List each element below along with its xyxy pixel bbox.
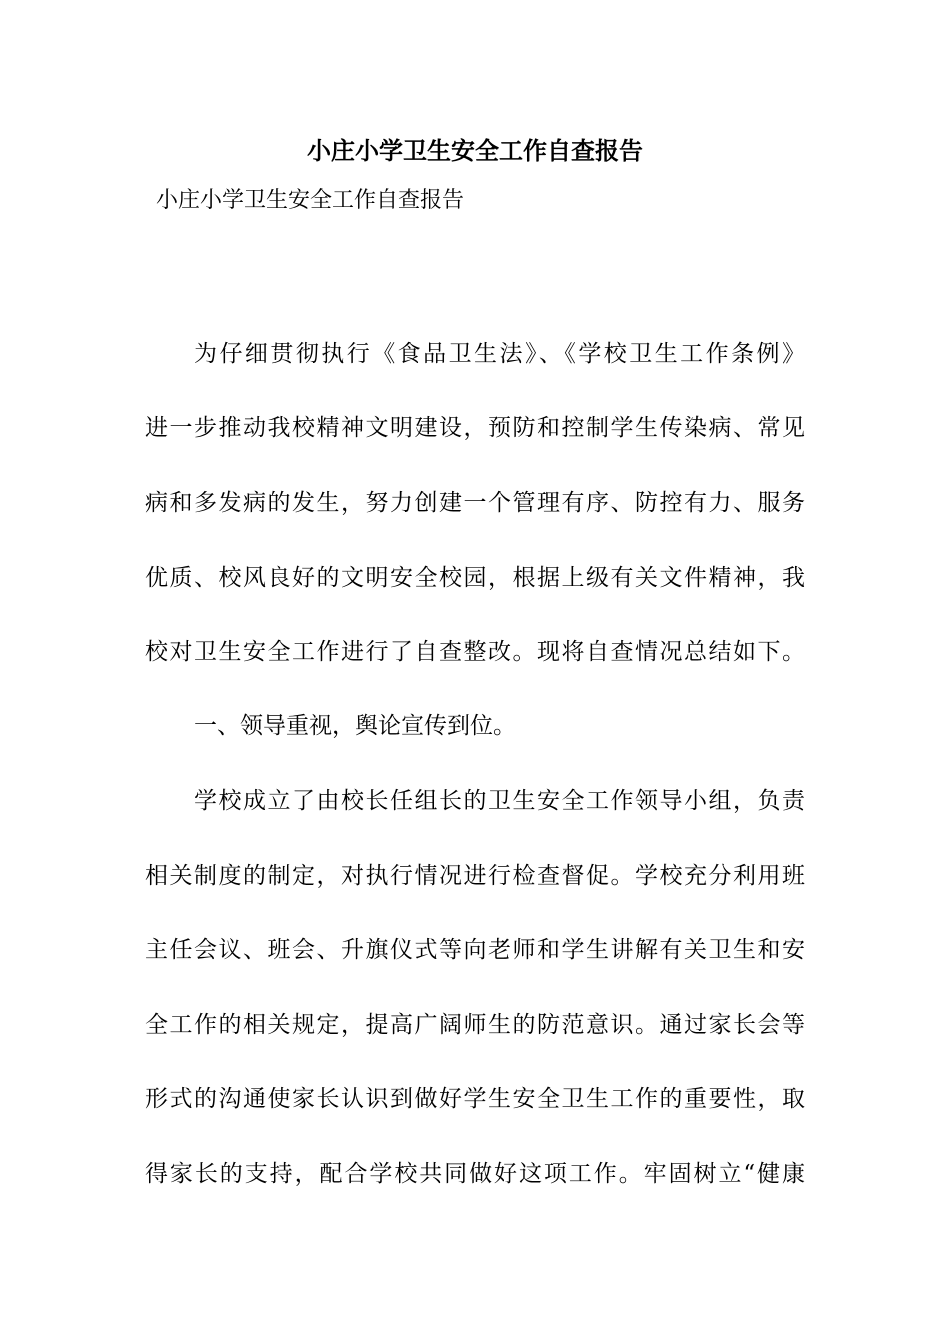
body-line: 形式的沟通使家长认识到做好学生安全卫生工作的重要性，取: [145, 1086, 805, 1112]
body-line: 为仔细贯彻执行《食品卫生法》、《学校卫生工作条例》: [194, 341, 805, 367]
section-heading: 一、领导重视，舆论宣传到位。: [194, 713, 516, 739]
document-title: 小庄小学卫生安全工作自查报告: [307, 136, 643, 165]
body-line: 学校成立了由校长任组长的卫生安全工作领导小组，负责: [194, 788, 805, 814]
body-line: 主任会议、班会、升旗仪式等向老师和学生讲解有关卫生和安: [145, 937, 805, 963]
body-line: 优质、校风良好的文明安全校园，根据上级有关文件精神，我: [145, 565, 805, 591]
body-line: 相关制度的制定，对执行情况进行检查督促。学校充分利用班: [145, 863, 805, 889]
body-line: 校对卫生安全工作进行了自查整改。现将自查情况总结如下。: [145, 639, 805, 665]
body-line: 得家长的支持，配合学校共同做好这项工作。牢固树立“健康: [145, 1161, 805, 1187]
body-line: 全工作的相关规定，提高广阔师生的防范意识。通过家长会等: [145, 1012, 805, 1038]
body-line: 进一步推动我校精神文明建设，预防和控制学生传染病、常见: [145, 415, 805, 441]
body-line: 病和多发病的发生，努力创建一个管理有序、防控有力、服务: [145, 490, 805, 516]
document-subtitle: 小庄小学卫生安全工作自查报告: [156, 188, 465, 213]
